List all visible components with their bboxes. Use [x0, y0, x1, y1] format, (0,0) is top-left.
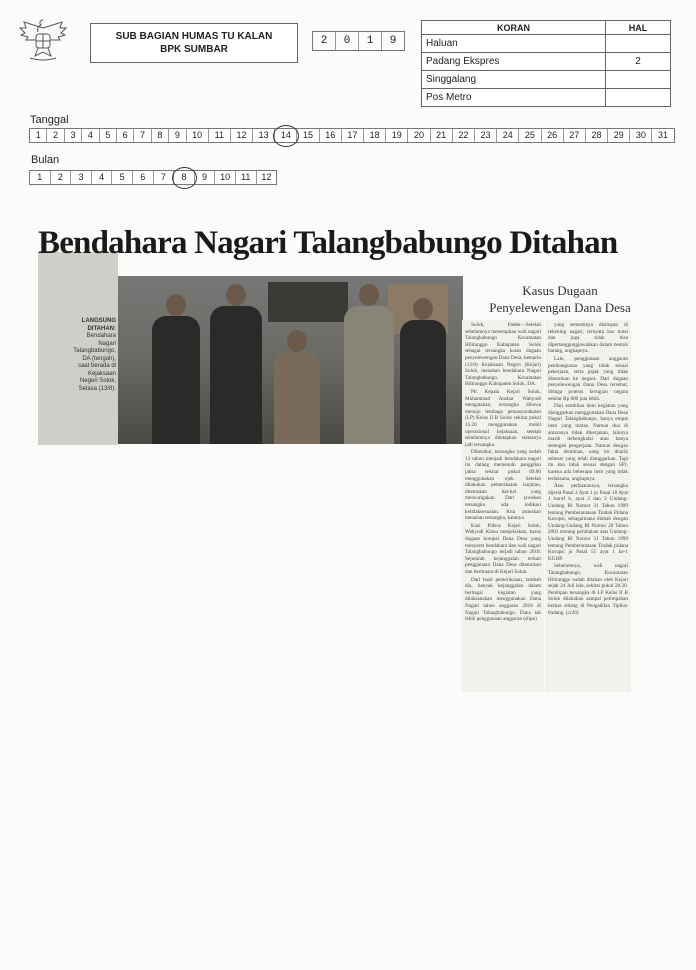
month-cell: 12: [261, 172, 272, 182]
month-cell: 2: [51, 171, 72, 184]
newspaper-name: Padang Ekspres: [422, 53, 606, 71]
department-box: [90, 23, 298, 63]
day-cell: 28: [586, 129, 608, 142]
selected-day-circle: [273, 125, 299, 147]
article-headline: Bendahara Nagari Talangbabungo Ditahan: [38, 225, 618, 261]
day-cell: 10: [187, 129, 209, 142]
paragraph: yang semestinya disimpan di rekening nagari, ternyata kas tunai dan juga tidak bisa dipertanggungjawabkan dalam bentuk barang, ungkapnya.: [548, 322, 628, 355]
page-number: 2: [606, 53, 671, 71]
table-row: [422, 89, 671, 107]
newspaper-table: [421, 20, 671, 107]
garuda-emblem-icon: [16, 14, 70, 64]
department-line-2: BPK SUMBAR: [160, 44, 228, 55]
month-cell: 3: [71, 171, 92, 184]
day-cell: 18: [364, 129, 386, 142]
month-grid: [29, 170, 277, 185]
day-cell: 7: [134, 129, 151, 142]
paragraph: Dari hasil pemeriksaan, tambah dia, banyak kejanggalan dalam berbagai kegiatan yang dilaksanakan menggunakan Dana Nagari tahun anggaran 2018 di Nagari Talangbabungo. Dana tak lebih penggunaan anggaran (slipo): [465, 576, 541, 623]
day-cell: 1: [30, 129, 47, 142]
subhead-line-2: Penyelewengan Dana Desa: [489, 300, 631, 315]
day-cell: 3: [65, 129, 82, 142]
day-cell: 31: [658, 130, 669, 140]
paragraph: Plt Kepala Kejari Solok, Muhammad Anshar Wahyudi mengatakan, tersangka dibawa menuju lembaga pemasyarakatan (LP) Kelas II B Solok sekitar pukul 15.20 menggunakan mobil operasional kejaksaan, setelah sebelumnya ditetapkan statusnya jadi tersangka.: [465, 388, 541, 448]
paragraph: Lalu, penggunaan anggaran pembangunan yang tidak sesuai pekerjaan, serta pajak yang tidak disetorkan ke negara. Dari dugaan penyelewengan Dana Desa tersebut, diduga potensi kerugian negara sekitar Rp 800 juta lebih.: [548, 355, 628, 402]
year-box: [312, 31, 405, 51]
day-cell: 13: [253, 129, 275, 142]
day-cell: 24: [497, 129, 519, 142]
day-cell: 8: [152, 129, 169, 142]
page-number: [606, 35, 671, 53]
day-cell: 29: [608, 129, 630, 142]
paragraph: Solok, Padek—Setelah sebelumnya menetapkan wali nagari Talangbabungo Kecamatan Hiliranggo Kabupaten Solok sebagai tersangka kasus dugaan penyelewengan Dana Desa, kemarin (13/8) Kejaksaan Negeri (Kejari) Solok, menahan bendahara Nagari Talangbabungo, Kecamatan Hiliranggo Kabupaten Solok, DA.: [465, 322, 541, 388]
newspaper-name: Singgalang: [422, 71, 606, 89]
day-cell: 11: [209, 129, 231, 142]
month-cell: 6: [133, 171, 154, 184]
department-line-1: SUB BAGIAN HUMAS TU KALAN: [115, 31, 273, 42]
page-number: [606, 71, 671, 89]
tanggal-label: Tanggal: [30, 114, 69, 126]
year-digit: 1: [359, 32, 382, 50]
month-cell: 8: [174, 171, 195, 184]
day-cell: 2: [47, 129, 64, 142]
month-cell: 7: [154, 171, 175, 184]
year-digit: 2: [313, 32, 336, 50]
month-cell: 5: [112, 171, 133, 184]
day-cell: 15: [297, 129, 319, 142]
table-row: [422, 71, 671, 89]
day-cell: 5: [100, 129, 117, 142]
day-cell: 21: [431, 129, 453, 142]
day-cell: 14: [275, 129, 297, 142]
table-row: [422, 35, 671, 53]
newspaper-name: Haluan: [422, 35, 606, 53]
table-row: [422, 53, 671, 71]
caption-title-2: DITAHAN:: [87, 325, 116, 332]
day-cell: 6: [117, 129, 134, 142]
day-cell: 22: [453, 129, 475, 142]
day-cell: 17: [342, 129, 364, 142]
month-cell: 9: [195, 171, 216, 184]
day-cell: 20: [408, 129, 430, 142]
month-cell: 1: [30, 171, 51, 184]
article-column-2: [548, 322, 628, 690]
newspaper-name: Pos Metro: [422, 89, 606, 107]
month-cell: 4: [92, 171, 113, 184]
article-column-1: [465, 322, 541, 690]
selected-month-circle: [172, 167, 197, 189]
day-cell: 25: [519, 129, 541, 142]
year-digit: 9: [389, 35, 397, 47]
year-digit: 0: [336, 32, 359, 50]
month-cell: 11: [236, 171, 257, 184]
day-cell: 26: [542, 129, 564, 142]
paragraph: Diketahui, tersangka yang sudah 13 tahun menjadi bendahara nagari itu datang memenuhi panggilan jaksa sekitar pukul 09.00 menggunakan ojek. Setelah dilakukan pemeriksaan lanjutan, ditemukan hal-hal yang mencurigakan. Dari jawaban tersangka ada indikasi ketidaksesuaian. Kita putuskan menahan tersangka, katanya.: [465, 449, 541, 522]
photo-caption: [72, 318, 116, 393]
month-cell: 10: [215, 171, 236, 184]
day-cell: 16: [320, 129, 342, 142]
paragraph: Sebelumnya, wali nagari Talangbabungo, Kecamatan Hiliranggo sudah ditahan oleh Kejari sejak 24 Juli lalu, sekitar pukul 20.30. Penitipan tersangka di LP Kelas II B Solok dilakukan sampai pelimpahan berkas sidang di Pengadilan Tipikor Padang. (cr26): [548, 563, 628, 616]
day-cell: 23: [475, 129, 497, 142]
paragraph: Atas perbuatannya, tersangka dijerat Pasal 2 Ayat 1 jo Pasal 18 Ayat 1 huruf b, ayat 2 dan 3 Undang-Undang RI Nomor 31 Tahun 1999 tentang Pemberantasan Tindak Pidana Korupsi, sebagaimana diubah dengan Undang-Undang RI Nomor 20 Tahun 2001 tentang perubahan atas Undang-Undang RI Nomor 31 Tahun 1999 tentang Pemberantasan Tindak pidana Korupsi jo Pasal 55 ayat 1 ke-1 KUHP.: [548, 483, 628, 562]
day-cell: 9: [169, 129, 186, 142]
paragraph: Kasi Pidsus Kejari Solok, Wahyudi Kisno menjelaskan, kasus dugaan korupsi Dana Desa yang menyeret bendahara dan wali nagari Talangbabungo terjadi tahun 2018. Sejumlah kejanggalan terkait penggunaan Dana Desa ditemukan dan bermuara di Kejari Solok.: [465, 522, 541, 575]
hal-header: HAL: [606, 21, 671, 35]
article-photo: [118, 276, 463, 444]
koran-header: KORAN: [422, 21, 606, 35]
day-cell: 27: [564, 129, 586, 142]
day-grid: [29, 128, 675, 143]
day-cell: 12: [231, 129, 253, 142]
day-cell: 4: [82, 129, 99, 142]
subhead-line-1: Kasus Dugaan: [522, 283, 598, 298]
caption-title-1: LANGSUNG: [81, 318, 116, 324]
day-cell: 30: [630, 129, 652, 142]
caption-body: Bendahara Nagari Talangbabungo, DA (tengah), saat berada di Kejaksaan Negeri Solok, Selasa (13/8).: [73, 333, 116, 392]
article-subhead: [475, 282, 645, 316]
paragraph: Dari sembilan item kegiatan yang dianggarkan menggunakan Dana Desa Nagari Talangbabungo, hanya empat item yang tuntas. Namun dua di antaranya tidak dikerjakan, lainnya masih terbengkalai atau hanya setengah pengerjaan. Namun dengan fakta demikian, uang itu ditarik sebesar yang telah dianggarkan. Tapi itu kan tidak sesuai dengan SPJ, karena ada beberapa item yang tidak terlaksana, ungkapnya.: [548, 403, 628, 482]
day-cell: 19: [386, 129, 408, 142]
page-number: [606, 89, 671, 107]
bulan-label: Bulan: [31, 154, 60, 166]
